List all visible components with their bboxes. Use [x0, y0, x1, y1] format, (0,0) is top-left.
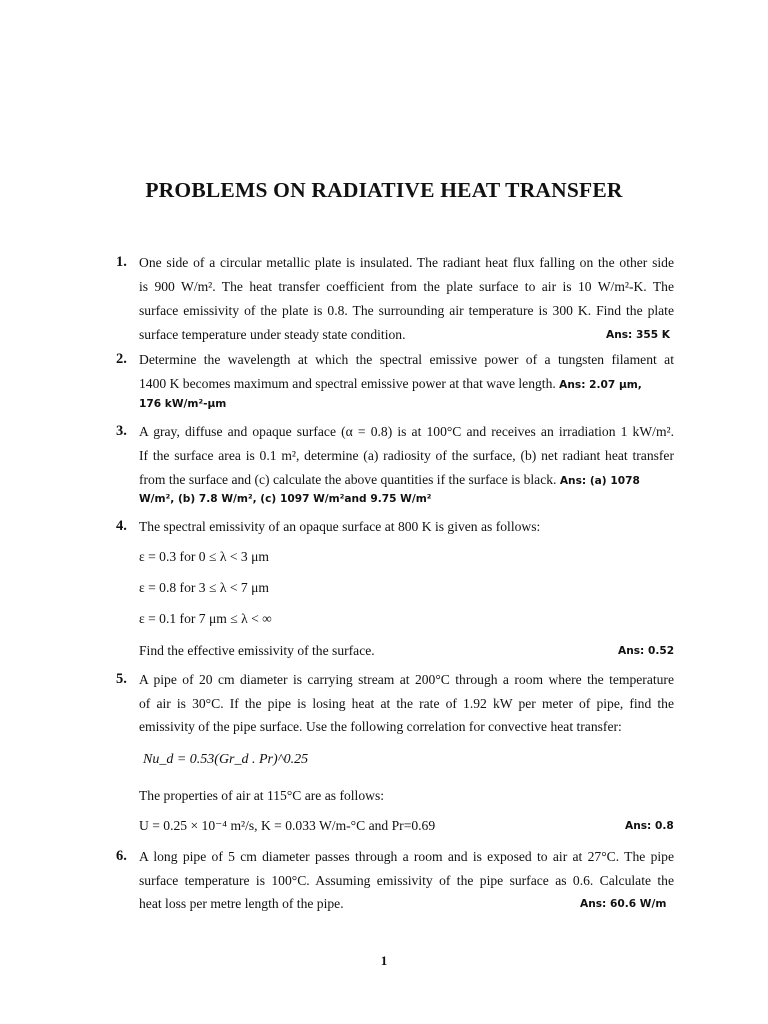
problem-text-line: A gray, diffuse and opaque surface (α = 0.8) is at 100°C and receives an irradiation 1 kW/m². — [139, 424, 674, 439]
answer-label: Ans: 355 K — [606, 329, 670, 341]
problem-text-line: The spectral emissivity of an opaque surface at 800 K is given as follows: — [139, 519, 541, 534]
problem-text-line: One side of a circular metallic plate is insulated. The radiant heat flux falling on the other side — [139, 255, 674, 270]
problem-text-line: Determine the wavelength at which the spectral emissive power of a tungsten filament at — [139, 352, 674, 367]
problem-number: 5. — [116, 671, 127, 687]
answer-label: Ans: 60.6 W/m — [580, 898, 667, 910]
problem-number: 1. — [116, 254, 127, 270]
problem-number: 3. — [116, 423, 127, 439]
problem-text-line: surface emissivity of the plate is 0.8. The surrounding air temperature is 300 K. Find the plate — [139, 303, 674, 318]
problem-text-line: U = 0.25 × 10⁻⁴ m²/s, K = 0.033 W/m-°C and Pr=0.69 — [139, 818, 436, 833]
problem-text-line: Find the effective emissivity of the surface. — [139, 643, 375, 658]
problem-number: 4. — [116, 518, 127, 534]
emissivity-range-line: ε = 0.1 for 7 μm ≤ λ < ∞ — [139, 611, 272, 626]
page-number: 1 — [380, 953, 388, 968]
emissivity-range-line: ε = 0.3 for 0 ≤ λ < 3 μm — [139, 549, 269, 564]
problem-text-line: emissivity of the pipe surface. Use the following correlation for convective heat transfer: — [139, 719, 622, 734]
problem-text-line: of air is 30°C. If the pipe is losing heat at the rate of 1.92 kW per meter of pipe, find the — [139, 696, 674, 711]
answer-label: Ans: 0.52 — [618, 645, 675, 657]
emissivity-range-line: ε = 0.8 for 3 ≤ λ < 7 μm — [139, 580, 269, 595]
answer-label: W/m², (b) 7.8 W/m², (c) 1097 W/m²and 9.75 W/m² — [139, 493, 432, 505]
answer-label: Ans: (a) 1078 — [559, 475, 640, 487]
problem-text-line: surface temperature under steady state condition. — [139, 327, 406, 342]
problem-text-line: If the surface area is 0.1 m², determine (a) radiosity of the surface, (b) net radiant heat transfer — [139, 448, 674, 463]
page-title: PROBLEMS ON RADIATIVE HEAT TRANSFER — [145, 178, 623, 202]
problem-text-line: A long pipe of 5 cm diameter passes through a room and is exposed to air at 27°C. The pipe — [139, 849, 674, 864]
problem-text-line: 1400 K becomes maximum and spectral emissive power at that wave length. Ans: 2.07 μm, — [139, 376, 642, 391]
correlation-equation: Nu_d = 0.53(Gr_d . Pr)^0.25 — [143, 752, 309, 767]
answer-label: 176 kW/m²-μm — [139, 398, 227, 410]
problem-text-line: surface temperature is 100°C. Assuming emissivity of the pipe surface as 0.6. Calculate the — [139, 873, 674, 888]
answer-label: Ans: 2.07 μm, — [559, 379, 642, 391]
answer-label: Ans: 0.8 — [625, 820, 674, 832]
problem-text-line: The properties of air at 115°C are as follows: — [139, 788, 385, 803]
problem-text-line: A pipe of 20 cm diameter is carrying stream at 200°C through a room where the temperature — [139, 672, 674, 687]
problem-number: 6. — [116, 848, 127, 864]
problem-text-line: heat loss per metre length of the pipe. — [139, 896, 344, 911]
problem-text-line: is 900 W/m². The heat transfer coefficient from the plate surface to air is 10 W/m²-K. The — [139, 279, 674, 294]
problem-number: 2. — [116, 351, 127, 367]
problem-text-line: from the surface and (c) calculate the above quantities if the surface is black. Ans: (a) 1078 — [139, 472, 640, 487]
